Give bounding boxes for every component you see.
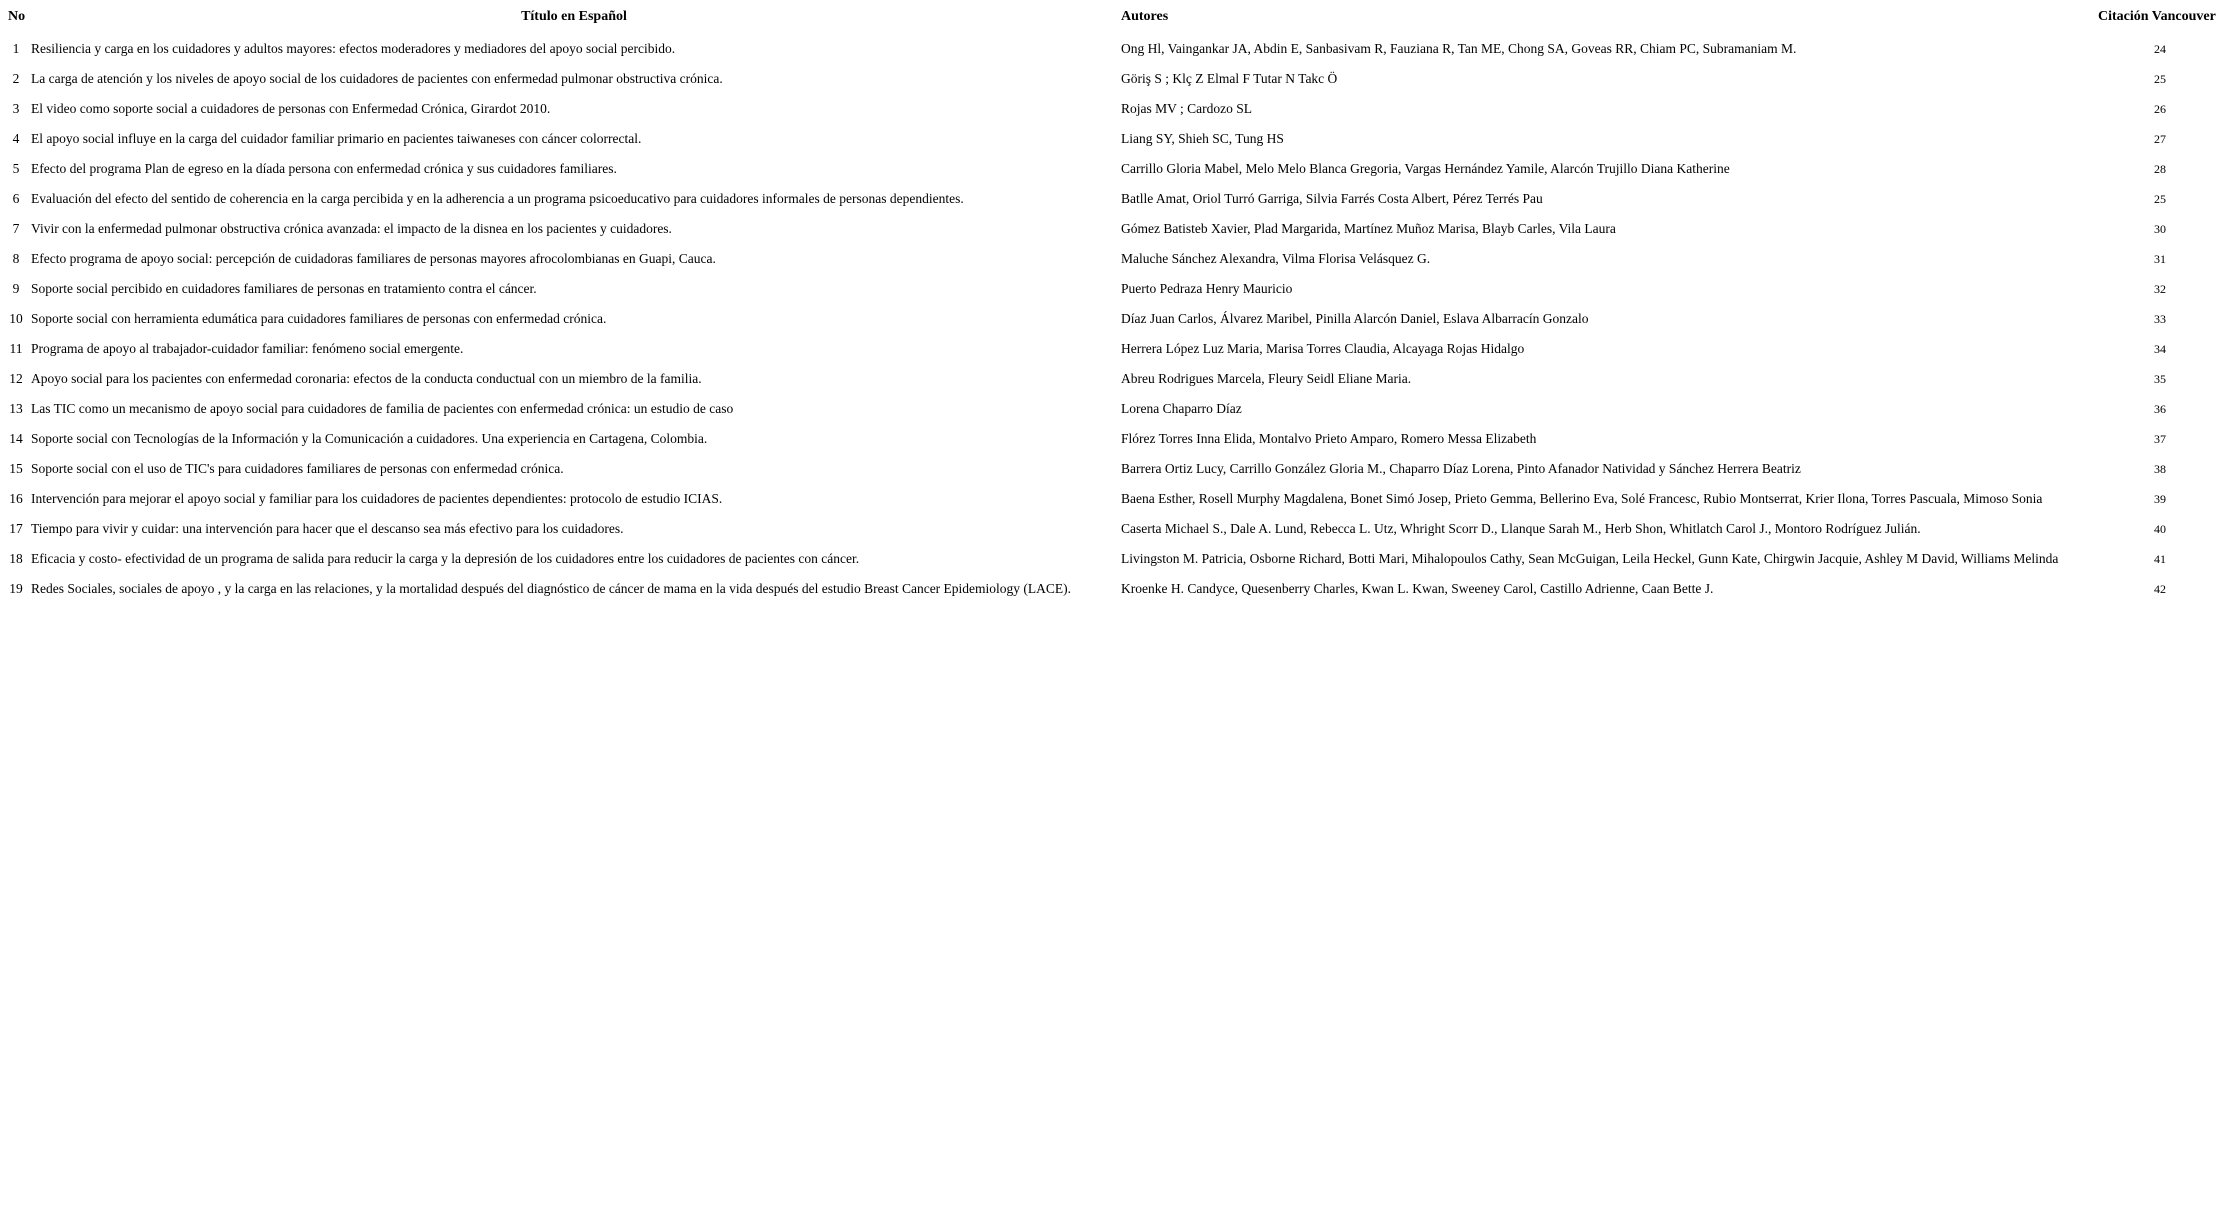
row-title: Eficacia y costo- efectividad de un programa de salida para reducir la carga y la depresión de los cuidadores entre los cuidadores de pacientes con cáncer. [31,551,860,566]
table-row [0,364,2222,394]
table-row [0,214,2222,244]
table-row [0,94,2222,124]
table-row [0,424,2222,454]
row-citation: 39 [2154,491,2166,506]
row-title: Tiempo para vivir y cuidar: una intervención para hacer que el descanso sea más efectivo para los cuidadores. [31,521,624,536]
row-authors: Kroenke H. Candyce, Quesenberry Charles, Kwan L. Kwan, Sweeney Carol, Castillo Adrienne, Caan Bette J. [1121,581,1714,596]
row-number: 6 [12,191,20,206]
header-citation: Citación Vancouver [2098,9,2216,24]
row-citation: 37 [2154,431,2166,446]
row-number: 18 [9,551,23,566]
row-authors: Göriş S ; Klç Z Elmal F Tutar N Takc Ö [1121,71,1338,86]
header-no: No [8,9,26,24]
row-citation: 34 [2154,341,2166,356]
table-row [0,184,2222,214]
table-row [0,304,2222,334]
row-title: Apoyo social para los pacientes con enfermedad coronaria: efectos de la conducta conductual con un miembro de la familia. [31,371,702,386]
table-row [0,334,2222,364]
row-title: Redes Sociales, sociales de apoyo , y la carga en las relaciones, y la mortalidad después del diagnóstico de cáncer de mama en la vida después del estudio Breast Cancer Epidemiology (LACE). [31,581,1072,596]
row-number: 5 [12,161,20,176]
table-header [0,0,2222,34]
row-citation: 24 [2154,41,2166,56]
row-number: 13 [9,401,23,416]
row-number: 2 [12,71,20,86]
row-number: 11 [9,341,23,356]
header-row [0,0,2222,34]
row-authors: Livingston M. Patricia, Osborne Richard, Botti Mari, Mihalopoulos Cathy, Sean McGuigan, Leila Heckel, Gunn Kate, Chirgwin Jacquie, Ashley M David, Williams Melinda [1121,551,2059,566]
row-title: Efecto programa de apoyo social: percepción de cuidadoras familiares de personas mayores afrocolombianas en Guapi, Cauca. [31,251,716,266]
row-title: Efecto del programa Plan de egreso en la díada persona con enfermedad crónica y sus cuidadores familiares. [31,161,617,176]
row-title: Soporte social con Tecnologías de la Información y la Comunicación a cuidadores. Una experiencia en Cartagena, Colombia. [31,431,708,446]
row-number: 1 [12,41,20,56]
row-number: 8 [12,251,20,266]
row-citation: 27 [2154,131,2166,146]
table-row [0,34,2222,64]
row-authors: Barrera Ortiz Lucy, Carrillo González Gloria M., Chaparro Díaz Lorena, Pinto Afanador Natividad y Sánchez Herrera Beatriz [1121,461,1801,476]
row-citation: 41 [2154,551,2166,566]
row-title: Soporte social con el uso de TIC's para cuidadores familiares de personas con enfermedad crónica. [31,461,564,476]
row-citation: 31 [2154,251,2166,266]
row-title: Soporte social percibido en cuidadores familiares de personas en tratamiento contra el cáncer. [31,281,537,296]
row-authors: Lorena Chaparro Díaz [1121,401,1242,416]
row-number: 7 [12,221,20,236]
row-title: Intervención para mejorar el apoyo social y familiar para los cuidadores de pacientes dependientes: protocolo de estudio ICIAS. [31,491,723,506]
row-citation: 42 [2154,581,2166,596]
row-citation: 25 [2154,191,2166,206]
row-title: El video como soporte social a cuidadores de personas con Enfermedad Crónica, Girardot 2010. [31,101,551,116]
row-number: 4 [12,131,20,146]
table-row [0,274,2222,304]
row-number: 9 [12,281,20,296]
table-row [0,454,2222,484]
row-title: Las TIC como un mecanismo de apoyo social para cuidadores de familia de pacientes con enfermedad crónica: un estudio de caso [31,401,734,416]
row-authors: Rojas MV ; Cardozo SL [1121,101,1252,116]
table-row [0,124,2222,154]
row-authors: Batlle Amat, Oriol Turró Garriga, Silvia Farrés Costa Albert, Pérez Terrés Pau [1121,191,1543,206]
row-authors: Díaz Juan Carlos, Álvarez Maribel, Pinilla Alarcón Daniel, Eslava Albarracín Gonzalo [1121,311,1589,326]
table-row [0,514,2222,544]
row-authors: Flórez Torres Inna Elida, Montalvo Prieto Amparo, Romero Messa Elizabeth [1121,431,1537,446]
table-row [0,244,2222,274]
row-authors: Carrillo Gloria Mabel, Melo Melo Blanca Gregoria, Vargas Hernández Yamile, Alarcón Trujillo Diana Katherine [1121,161,1730,176]
row-citation: 33 [2154,311,2166,326]
row-citation: 40 [2154,521,2166,536]
row-number: 10 [9,311,23,326]
row-title: El apoyo social influye en la carga del cuidador familiar primario en pacientes taiwaneses con cáncer colorrectal. [31,131,642,146]
header-authors: Autores [1121,9,1169,24]
row-citation: 28 [2154,161,2166,176]
row-citation: 35 [2154,371,2166,386]
table-row [0,64,2222,94]
row-authors: Liang SY, Shieh SC, Tung HS [1121,131,1284,146]
references-table [0,0,2222,604]
row-citation: 30 [2154,221,2166,236]
row-authors: Abreu Rodrigues Marcela, Fleury Seidl Eliane Maria. [1121,371,1412,386]
row-authors: Puerto Pedraza Henry Mauricio [1121,281,1293,296]
row-number: 17 [9,521,23,536]
row-authors: Ong Hl, Vaingankar JA, Abdin E, Sanbasivam R, Fauziana R, Tan ME, Chong SA, Goveas RR, Chiam PC, Subramaniam M. [1121,41,1797,56]
table-row [0,574,2222,604]
row-title: Programa de apoyo al trabajador-cuidador familiar: fenómeno social emergente. [31,341,464,356]
row-title: Soporte social con herramienta edumática para cuidadores familiares de personas con enfermedad crónica. [31,311,607,326]
row-authors: Caserta Michael S., Dale A. Lund, Rebecca L. Utz, Whright Scorr D., Llanque Sarah M., Herb Shon, Whitlatch Carol J., Montoro Rodríguez Julián. [1121,521,1921,536]
row-citation: 38 [2154,461,2166,476]
row-citation: 32 [2154,281,2166,296]
row-title: Resiliencia y carga en los cuidadores y adultos mayores: efectos moderadores y mediadores del apoyo social percibido. [31,41,676,56]
row-citation: 25 [2154,71,2166,86]
row-citation: 36 [2154,401,2166,416]
row-authors: Herrera López Luz Maria, Marisa Torres Claudia, Alcayaga Rojas Hidalgo [1121,341,1525,356]
row-title: Vivir con la enfermedad pulmonar obstructiva crónica avanzada: el impacto de la disnea en los pacientes y cuidadores. [31,221,672,236]
table-row [0,394,2222,424]
table-row [0,154,2222,184]
row-number: 14 [9,431,23,446]
row-title: La carga de atención y los niveles de apoyo social de los cuidadores de pacientes con enfermedad pulmonar obstructiva crónica. [31,71,723,86]
row-number: 15 [9,461,23,476]
row-authors: Gómez Batisteb Xavier, Plad Margarida, Martínez Muñoz Marisa, Blayb Carles, Vila Laura [1121,221,1616,236]
table-row [0,484,2222,514]
table-row [0,544,2222,574]
row-number: 16 [9,491,23,506]
references-table-container [0,0,2222,604]
row-number: 12 [9,371,23,386]
row-authors: Maluche Sánchez Alexandra, Vilma Florisa Velásquez G. [1121,251,1431,266]
row-citation: 26 [2154,101,2166,116]
header-title: Título en Español [521,9,627,24]
row-number: 19 [9,581,23,596]
table-body [0,34,2222,604]
row-title: Evaluación del efecto del sentido de coherencia en la carga percibida y en la adherencia a un programa psicoeducativo para cuidadores informales de personas dependientes. [31,191,964,206]
row-authors: Baena Esther, Rosell Murphy Magdalena, Bonet Simó Josep, Prieto Gemma, Bellerino Eva, Solé Francesc, Rubio Montserrat, Krier Ilona, Torres Pascuala, Mimoso Sonia [1121,491,2043,506]
row-number: 3 [12,101,20,116]
